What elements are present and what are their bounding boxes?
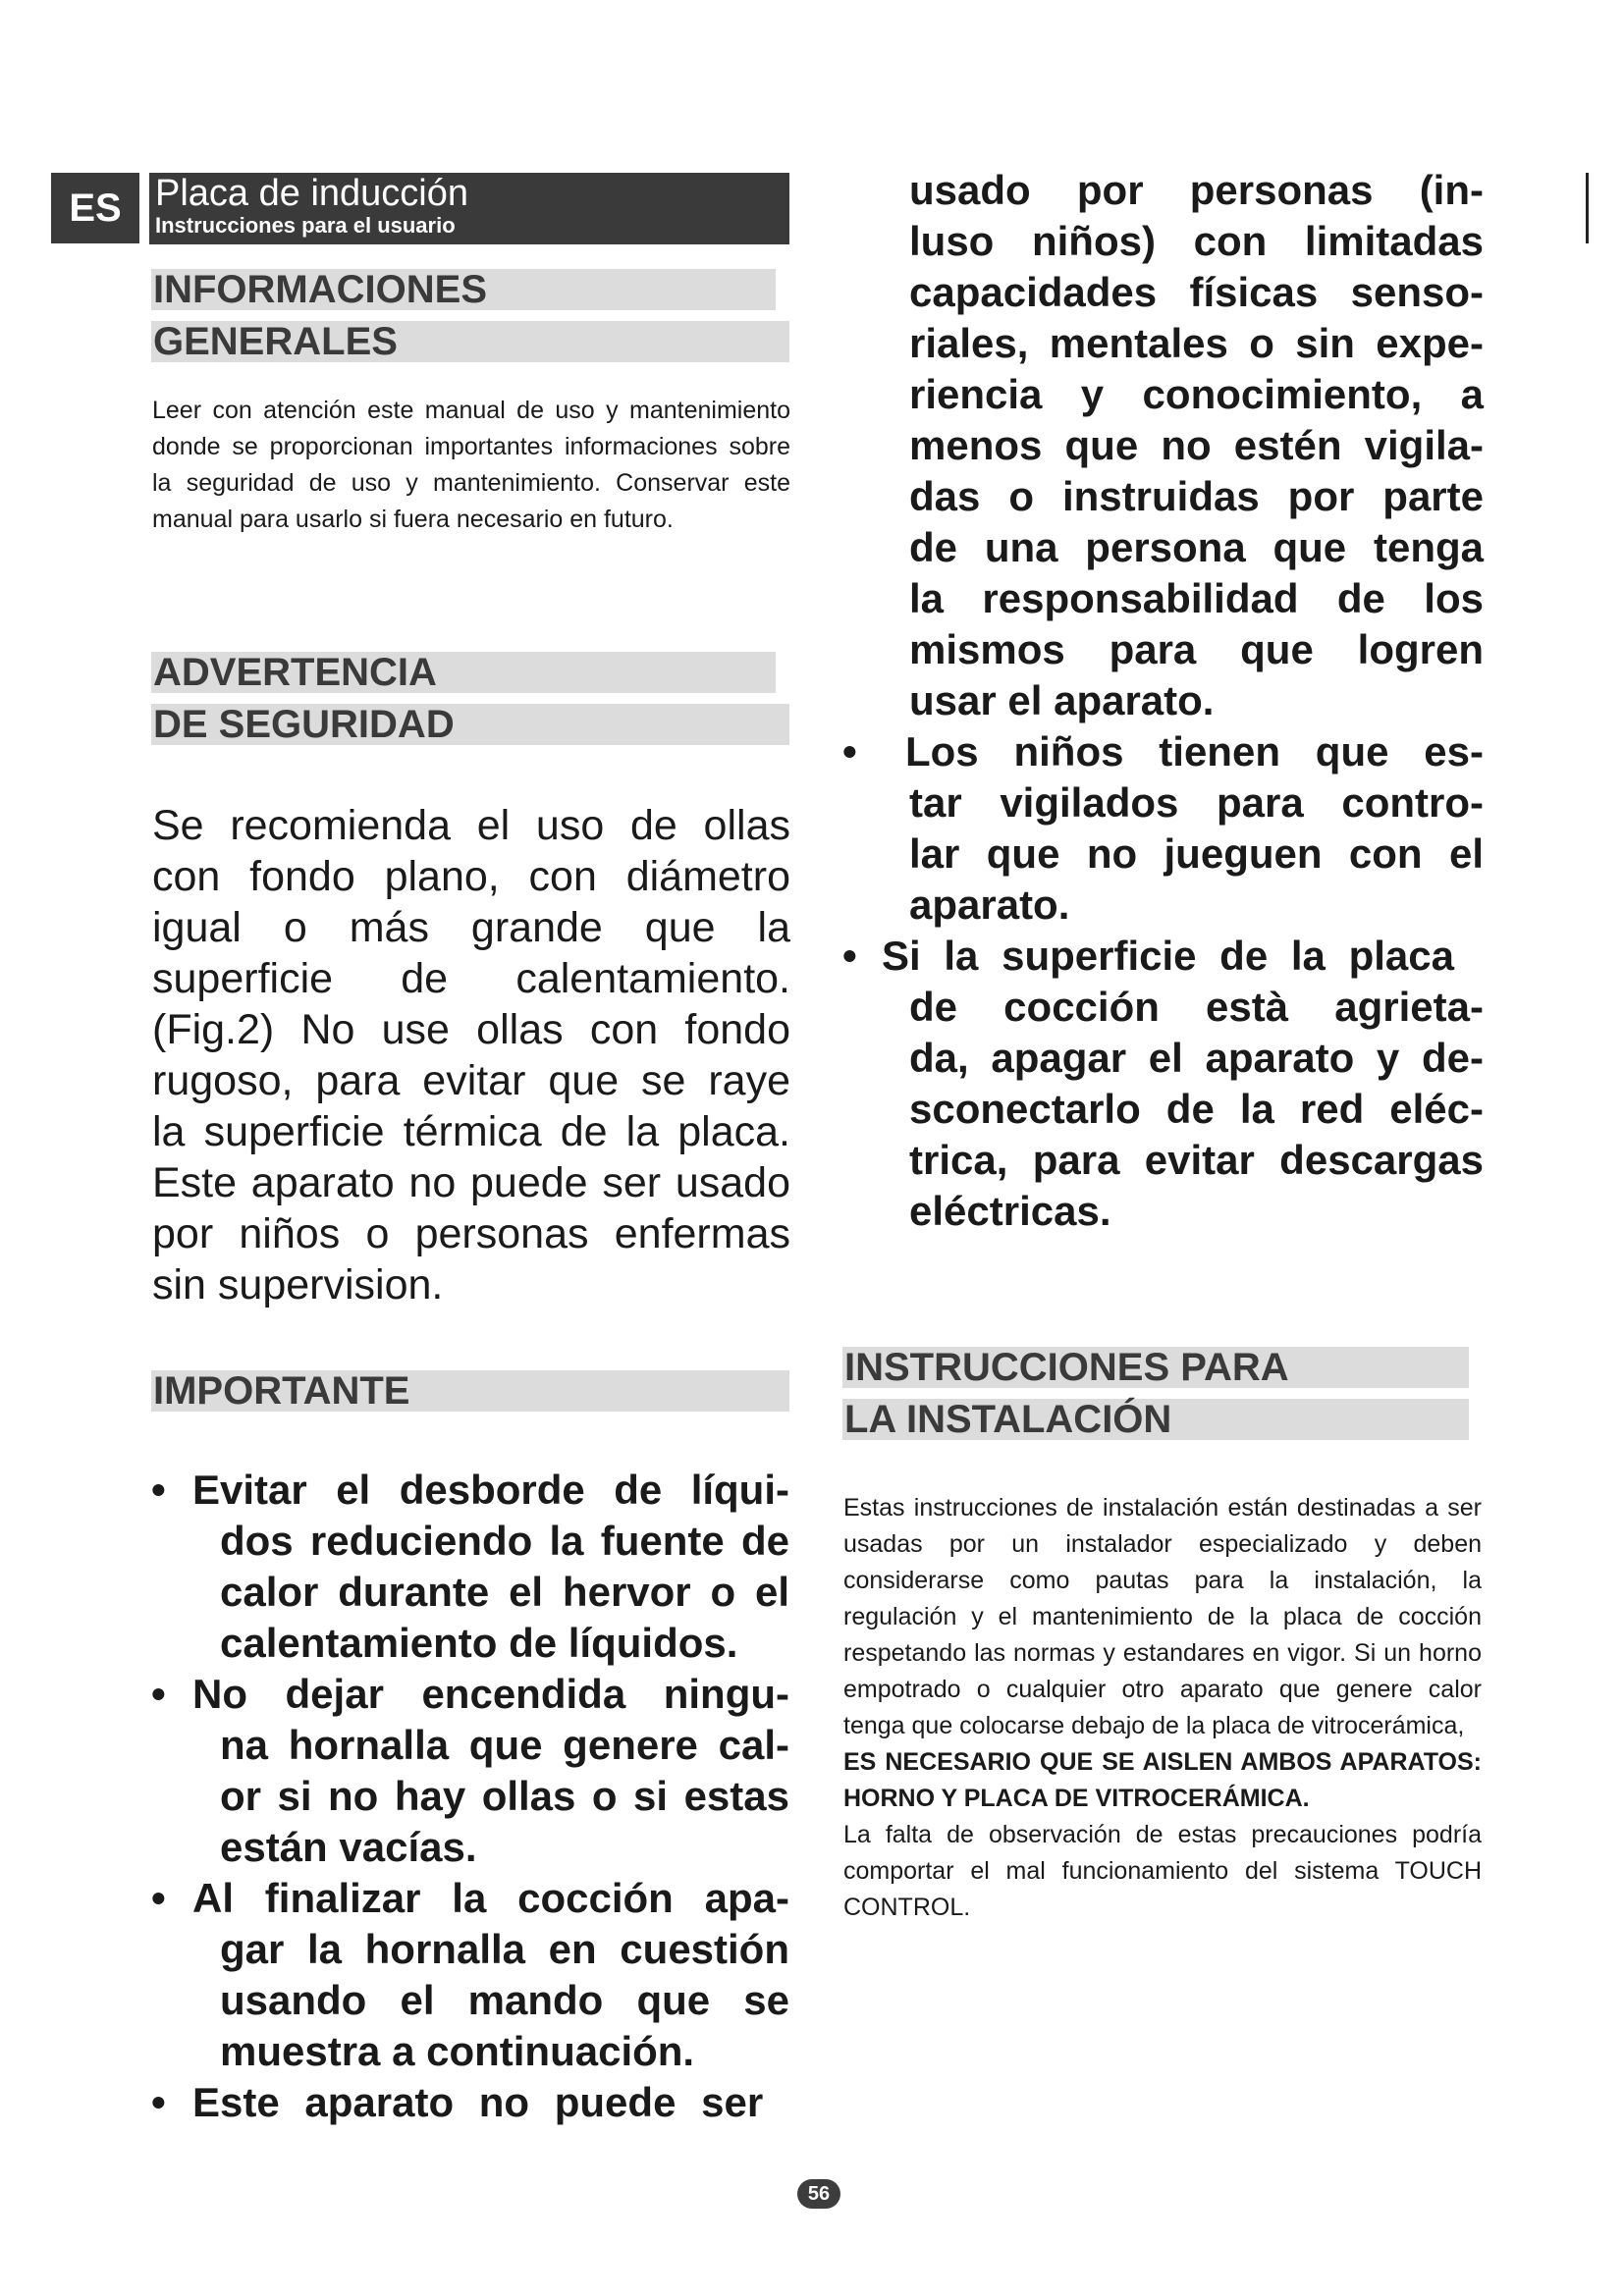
list-item: • Evitar el desborde de líqui- dos reduciendo la fuente de calor durante el hervor o el calentamiento de líquidos. — [151, 1467, 789, 1666]
general-heading: INFORMACIONES GENERALES — [151, 269, 780, 362]
bullet-icon: • — [151, 2079, 166, 2125]
installation-heading: INSTRUCCIONES PARA LA INSTALACIÓN — [842, 1347, 1471, 1440]
manual-title: Placa de inducción — [155, 173, 468, 214]
important-list-right — [842, 726, 1484, 1237]
important-continuation: usado por personas (in- luso niños) con limitadas capacidades físicas senso- riales, mentales o sin expe- riencia y conocimiento, a menos que no estén vigila- das o instruidas por parte de una persona que tenga la responsabilidad de los mismos para que logren usar el aparato. — [909, 167, 1484, 723]
manual-subtitle: Instrucciones para el usuario — [155, 213, 456, 238]
important-heading: IMPORTANTE — [151, 1370, 789, 1412]
installation-paragraph: Estas instrucciones de instalación están destinadas a ser usadas por un instalador especializado y deben considerarse como pautas para la instalación, la regulación y el mantenimiento de la placa de cocción respetando las normas y estandares en vigor. Si un horno empotrado o cualquier otro aparato que genere calor tenga que colocarse debajo de la placa de vitrocerámica, — [843, 1494, 1482, 1739]
header-bar — [149, 173, 789, 244]
page-number: 56 — [797, 2179, 840, 2209]
margin-mark — [1586, 173, 1589, 243]
installation-text — [843, 1490, 1482, 1926]
bullet-icon: • — [842, 728, 857, 774]
list-item: • Este aparato no puede ser — [151, 2077, 789, 2128]
list-item: • Los niños tienen que es- tar vigilados para contro- lar que no jueguen con el aparato. — [842, 728, 1484, 928]
installation-note: La falta de observación de estas precauciones podría comportar el mal funcionamiento del sistema TOUCH CONTROL. — [843, 1821, 1482, 1921]
important-list — [151, 1465, 789, 2128]
bullet-icon: • — [842, 933, 857, 979]
general-text: Leer con atención este manual de uso y mantenimiento donde se proporcionan importantes informaciones sobre la seguridad de uso y mantenimiento. Conservar este manual para usarlo si fuera necesario en futuro. — [152, 397, 790, 533]
language-code: ES — [69, 186, 122, 230]
installation-warning: ES NECESARIO QUE SE AISLEN AMBOS APARATOS: HORNO Y PLACA DE VITROCERÁMICA. — [843, 1748, 1482, 1812]
list-item: • Al finalizar la cocción apa- gar la hornalla en cuestión usando el mando que se muestra a continuación. — [151, 1875, 789, 2074]
bullet-icon: • — [151, 1671, 166, 1717]
safety-heading: ADVERTENCIA DE SEGURIDAD — [151, 652, 789, 745]
bullet-icon: • — [151, 1875, 166, 1921]
bullet-icon: • — [151, 1467, 166, 1513]
safety-text: Se recomienda el uso de ollas con fondo plano, con diámetro igual o más grande que la superficie de calentamiento. (Fig.2) No use ollas con fondo rugoso, para evitar que se raye la superficie térmica de la placa. Este aparato no puede ser usado por niños o personas enfermas sin supervision. — [152, 802, 790, 1308]
language-tab — [51, 173, 139, 243]
list-item: • Si la superficie de la placa de cocción està agrieta- da, apagar el aparato y de- sconectarlo de la red eléc- trica, para evitar descargas eléctricas. — [842, 933, 1484, 1234]
list-item: • No dejar encendida ningu- na hornalla que genere cal- or si no hay ollas o si estas están vacías. — [151, 1671, 789, 1870]
